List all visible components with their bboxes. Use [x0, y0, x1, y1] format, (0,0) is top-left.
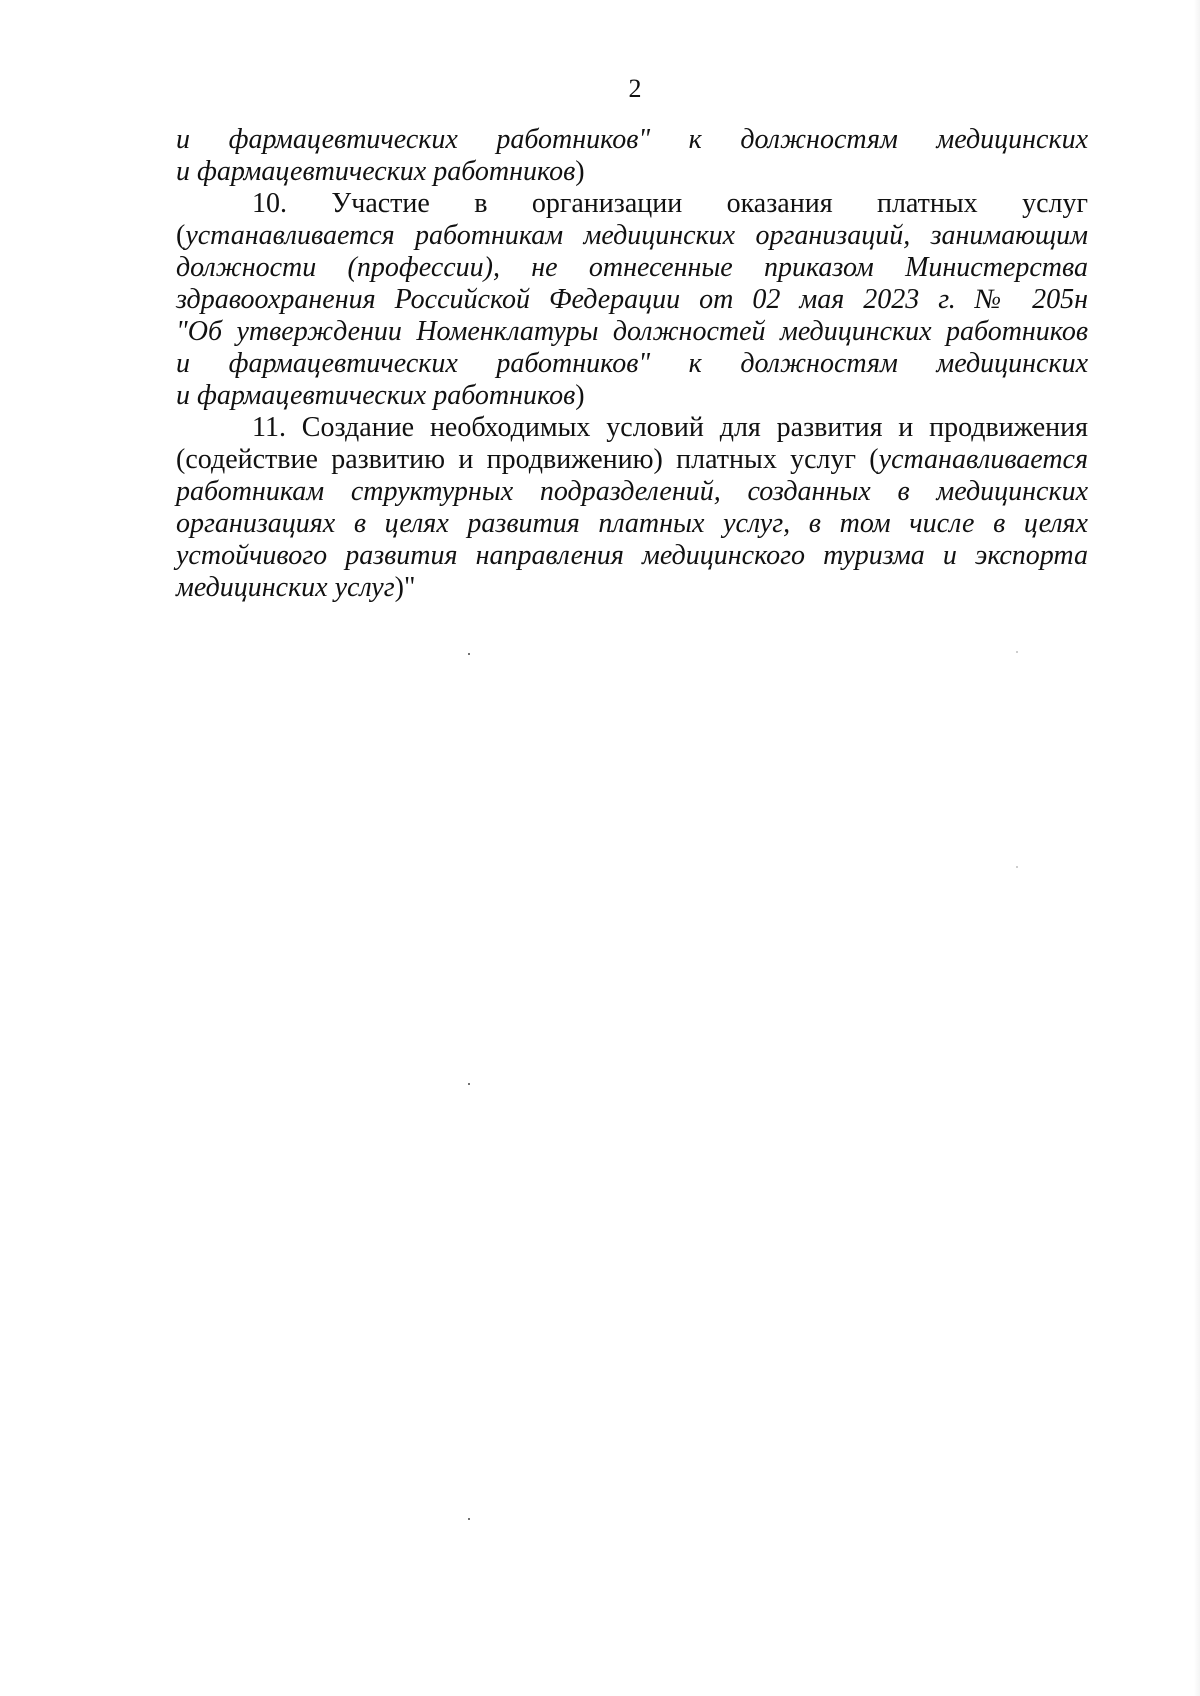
text-line [176, 348, 1088, 380]
document-body [176, 124, 1088, 604]
italic-text: и фармацевтических работников [176, 380, 576, 411]
regular-text: ) [575, 156, 585, 187]
scan-speck [468, 1083, 470, 1085]
italic-text: должности (профессии), не отнесенные приказом Министерства [176, 252, 1088, 283]
italic-text: здравоохранения Российской Федерации от 02 мая 2023 г. № 205н [176, 284, 1088, 315]
text-line [176, 284, 1088, 316]
regular-text: (содействие развитию и продвижению) платных услуг ( [176, 444, 879, 475]
text-line [176, 124, 1088, 156]
scan-speck [1016, 651, 1018, 653]
text-line [176, 508, 1088, 540]
text-line [176, 476, 1088, 508]
text-line [176, 156, 1088, 188]
text-line [176, 572, 1088, 604]
page-number: 2 [628, 74, 642, 103]
regular-text: 10. Участие в организации оказания платных услуг [252, 188, 1088, 219]
regular-text: ) [575, 380, 585, 411]
text-line [176, 540, 1088, 572]
regular-text: ( [176, 220, 186, 251]
italic-text: и фармацевтических работников [176, 156, 576, 187]
text-line [176, 380, 1088, 412]
scan-speck [468, 653, 470, 655]
text-line [176, 316, 1088, 348]
italic-text: устанавливается работникам медицинских организаций, занимающим [185, 220, 1088, 251]
italic-text: "Об утверждении Номенклатуры должностей медицинских работников [176, 316, 1088, 347]
scan-speck [468, 1518, 470, 1520]
italic-text: устойчивого развития направления медицинского туризма и экспорта [176, 540, 1088, 571]
regular-text: )" [394, 572, 416, 603]
italic-text: работникам структурных подразделений, созданных в медицинских [176, 476, 1088, 507]
scan-speck [1016, 866, 1018, 868]
italic-text: медицинских услуг [176, 572, 395, 603]
italic-text: организациях в целях развития платных услуг, в том числе в целях [176, 508, 1088, 539]
text-line [176, 220, 1088, 252]
scan-edge [1194, 0, 1200, 1696]
text-line [176, 444, 1088, 476]
item-10-first-line [176, 188, 1088, 220]
italic-text: и фармацевтических работников" к должностям медицинских [176, 124, 1088, 155]
italic-text: устанавливается [878, 444, 1088, 475]
item-11-first-line [176, 412, 1088, 444]
italic-text: и фармацевтических работников" к должностям медицинских [176, 348, 1088, 379]
regular-text: 11. Создание необходимых условий для развития и продвижения [252, 412, 1088, 443]
text-line [176, 252, 1088, 284]
